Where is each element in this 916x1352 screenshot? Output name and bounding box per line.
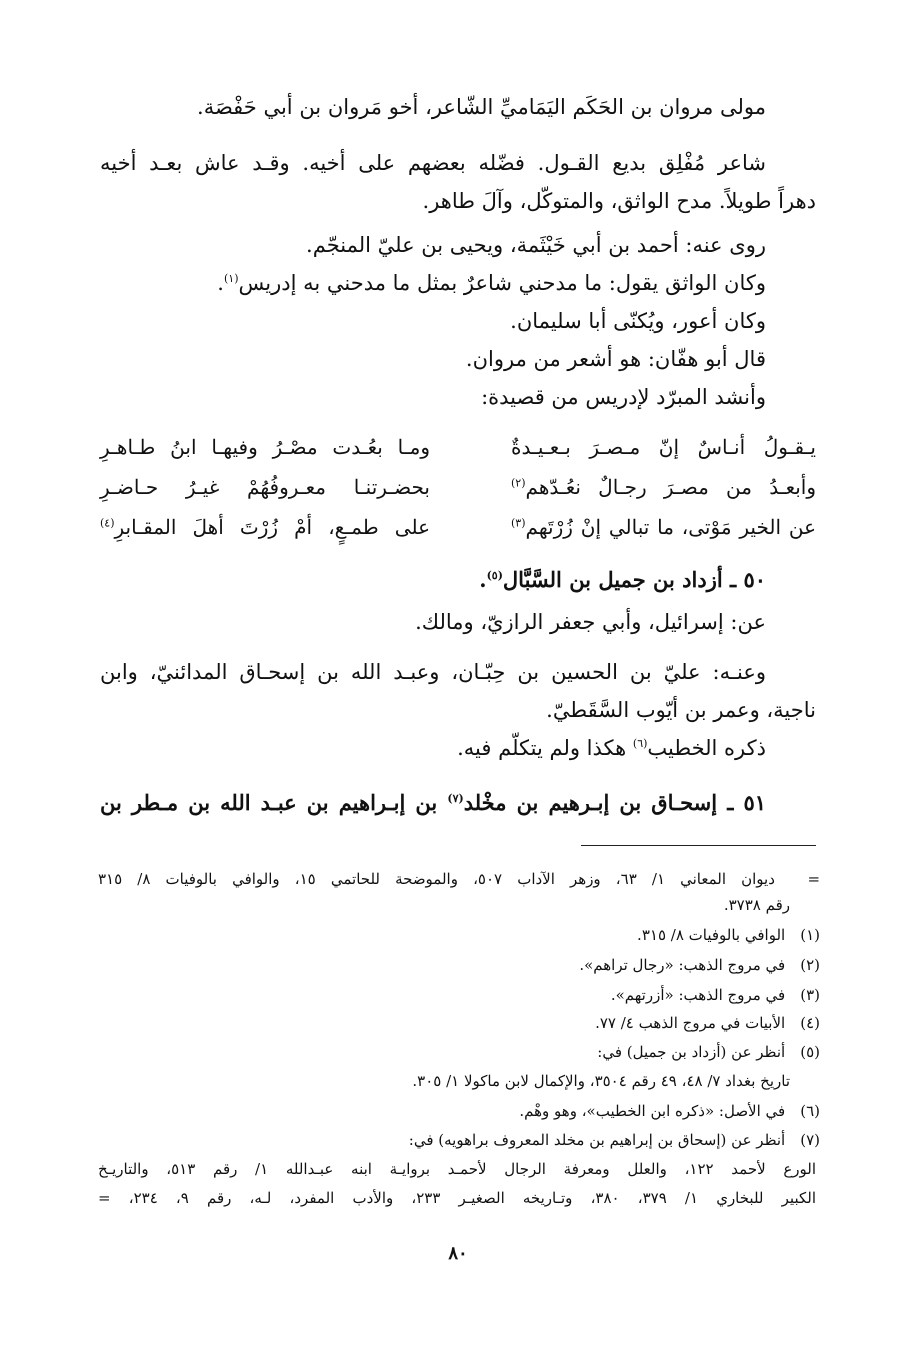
footnote-text: الكبير للبخاري ١/ ٣٧٩، ٣٨٠، وتـاريخه الصغيـر ٢٣٣، والأدب المفرد، لـه، رقم ٩، ٢٣٤، [128, 1189, 817, 1207]
footnote-ref[interactable]: (٥) [486, 569, 503, 582]
footnote-1 [98, 924, 820, 946]
footnote-ref[interactable]: (٤) [100, 516, 115, 530]
footnote-number: (١) [800, 926, 820, 944]
body-line: روى عنه: أحمد بن أبي خَيْثَمة، ويحيى بن عليّ المنجّم. [306, 233, 766, 257]
entry-heading-text: ٥٠ ـ أزداد بن جميل بن السَّبَّال [502, 567, 766, 592]
entry-heading-text: ٥١ ـ إسحـاق بن إبـرهيم بن مخْلد [463, 790, 766, 815]
verse-second-hemistich [100, 472, 430, 502]
footnote-line [98, 868, 820, 890]
verse-text: عن الخير مَوْتى، ما تبالي إنْ زُرْتَهم [525, 515, 816, 539]
footnote-text: الأبيات في مروج الذهب ٤/ ٧٧. [595, 1014, 786, 1032]
entry-heading-text: بن إبـراهيم بن عبـد الله بن مـطر بن [100, 790, 448, 815]
page-number: ٨٠ [448, 1243, 468, 1264]
footnote-number: (٧) [800, 1131, 820, 1149]
footnote-2 [98, 954, 820, 976]
footnote-line: رقم ٣٧٣٨. [723, 896, 790, 914]
verse-second-hemistich [100, 432, 430, 462]
verse-first-hemistich [511, 432, 816, 462]
footnote-number: (٥) [800, 1043, 820, 1061]
footnote-6 [98, 1100, 820, 1122]
footnote-ref[interactable]: (٧) [447, 792, 464, 805]
footnote-4 [98, 1012, 820, 1034]
body-line [100, 268, 766, 298]
footnote-number: (٤) [800, 1014, 820, 1032]
footnote-text: في الأصل: «ذكره ابن الخطيب»، وهو وهْم. [519, 1102, 786, 1120]
body-line: عن: إسرائيل، وأبي جعفر الرازيّ، ومالك. [415, 610, 766, 634]
text-run: . [479, 567, 487, 592]
footnote-text: ديوان المعاني ١/ ٦٣، وزهر الآداب ٥٠٧، والموضحة للحاتمي ١٥، والوافي بالوفيات ٨/ ٣١٥ [98, 870, 775, 888]
footnote-line: تاريخ بغداد ٧/ ٤٨، ٤٩ رقم ٣٥٠٤، والإكمال لابن ماكولا ١/ ٣٠٥. [412, 1072, 790, 1090]
verse-text: على طمـعٍ، أمْ زُرْتَ أهلَ المقـابرِ [114, 515, 430, 539]
body-line: مولى مروان بن الحَكَم اليَمَاميِّ الشّاعر، أخو مَروان بن أبي حَفْصَة. [197, 95, 766, 119]
verse-second-hemistich [100, 512, 430, 542]
text-run: ذكره الخطيب [647, 736, 766, 760]
entry-heading [100, 788, 766, 818]
continuation-mark: = [807, 870, 821, 888]
verse-first-hemistich [511, 472, 816, 502]
body-line: وعنـه: عليّ بن الحسين بن حِبّـان، وعبـد الله بن إسحـاق المدائنيّ، وابن [100, 660, 766, 684]
body-line: ناجية، وعمر بن أيّوب السَّقَطيّ. [546, 698, 816, 722]
footnote-text: في مروج الذهب: «أزرتهم». [610, 986, 786, 1004]
footnote-5 [98, 1041, 820, 1063]
verse-first-hemistich [511, 512, 816, 542]
continuation-mark: = [98, 1189, 111, 1207]
verse-text: ومـا بعُـدت مصْـرُ وفيهـا ابنُ طـاهـرِ [100, 435, 430, 459]
footnote-number: (٣) [800, 986, 820, 1004]
footnote-text: الوافي بالوفيات ٨/ ٣١٥. [637, 926, 786, 944]
footnote-3 [98, 984, 820, 1006]
verse-text: يـقـولُ أنـاسٌ إنّ مـصـرَ بـعـيـدةٌ [511, 435, 816, 459]
footnote-line [98, 1187, 816, 1209]
text-run: وكان الواثق يقول: ما مدحني شاعرٌ بمثل ما مدحني به إدريس [238, 271, 766, 295]
footnote-separator [581, 845, 816, 846]
footnote-ref[interactable]: (١) [223, 272, 239, 285]
footnote-ref[interactable]: (٢) [511, 476, 526, 490]
footnote-ref[interactable]: (٣) [511, 516, 526, 530]
footnote-number: (٢) [800, 956, 820, 974]
footnote-text: في مروج الذهب: «رجال تراهم». [579, 956, 786, 974]
footnote-number: (٦) [800, 1102, 820, 1120]
verse-text: بحضـرتنـا معـروفُهُمْ غيـرُ حـاضـرِ [100, 475, 430, 499]
footnote-line: الورع لأحمد ١٢٢، والعلل ومعرفة الرجال لأحمـد بروايـة ابنه عبـدالله ١/ رقم ٥١٣، والتاريـخ [98, 1160, 817, 1178]
body-line: قال أبو هفّان: هو أشعر من مروان. [465, 347, 766, 371]
footnote-ref[interactable]: (٦) [632, 737, 648, 750]
footnote-text: أنظر عن (أزداد بن جميل) في: [597, 1043, 786, 1061]
body-line: دهراً طويلاً. مدح الواثق، والمتوكّل، وآلَ طاهر. [422, 189, 816, 213]
text-run: . [217, 271, 224, 295]
text-run: هكذا ولم يتكلّم فيه. [457, 736, 633, 760]
body-line [100, 733, 766, 763]
footnote-text: أنظر عن (إسحاق بن إبراهيم بن مخلد المعروف براهويه) في: [408, 1131, 786, 1149]
body-line: شاعر مُفْلِق بديع القـول. فضّله بعضهم على أخيه. وقـد عاش بعـد أخيه [100, 151, 766, 175]
body-line: وكان أعور، ويُكنّى أبا سليمان. [510, 309, 766, 333]
verse-text: وأبعـدُ من مصـرَ رجـالٌ نعُـدّهم [525, 475, 816, 499]
entry-heading [100, 565, 766, 595]
footnote-7 [98, 1129, 820, 1151]
body-line: وأنشد المبرّد لإدريس من قصيدة: [481, 385, 766, 409]
